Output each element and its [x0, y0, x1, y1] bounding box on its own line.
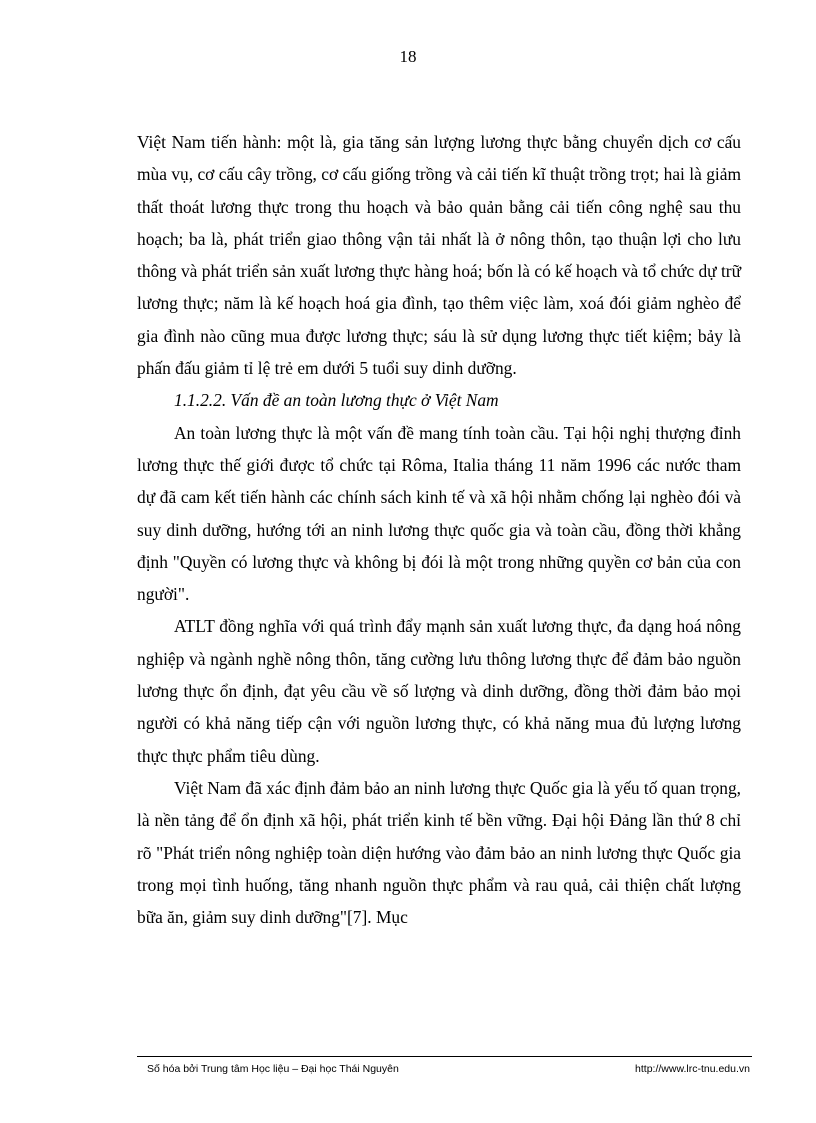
footer-url: http://www.lrc-tnu.edu.vn — [635, 1063, 750, 1075]
paragraph-continuation: Việt Nam tiến hành: một là, gia tăng sản lượng lương thực bằng chuyển dịch cơ cấu mùa vụ, cơ cấu cây trồng, cơ cấu giống trồng và cải tiến kĩ thuật trồng trọt; hai là giảm thất thoát lương thực trong thu hoạch và bảo quản bằng cải tiến công nghệ sau thu hoạch; ba là, phát triển giao thông vận tải nhất là ở nông thôn, tạo thuận lợi cho lưu thông và phát triển sản xuất lương thực hàng hoá; bốn là có kế hoạch và tổ chức dự trữ lương thực; năm là kế hoạch hoá gia đình, tạo thêm việc làm, xoá đói giảm nghèo để gia đình nào cũng mua được lương thực; sáu là sử dụng lương thực tiết kiệm; bảy là phấn đấu giảm tỉ lệ trẻ em dưới 5 tuổi suy dinh dưỡng. — [137, 132, 741, 379]
paragraph-atlt-definition: ATLT đồng nghĩa với quá trình đẩy mạnh sản xuất lương thực, đa dạng hoá nông nghiệp và ngành nghề nông thôn, tăng cường lưu thông lương thực để đảm bảo nguồn lương thực ổn định, đạt yêu cầu về số lượng và dinh dưỡng, đồng thời đảm bảo mọi người có khả năng tiếp cận với nguồn lương thực, có khả năng mua đủ lượng lương thực thực phẩm tiêu dùng. — [137, 616, 741, 766]
paragraph-vietnam-policy: Việt Nam đã xác định đảm bảo an ninh lương thực Quốc gia là yếu tố quan trọng, là nền tảng để ổn định xã hội, phát triển kinh tế bền vững. Đại hội Đảng lần thứ 8 chỉ rõ "Phát triển nông nghiệp toàn diện hướng vào đảm bảo an ninh lương thực Quốc gia trong mọi tình huống, tăng nhanh nguồn thực phẩm và rau quả, cải thiện chất lượng bữa ăn, giảm suy dinh dưỡng"[7]. Mục — [137, 777, 741, 928]
page-number: 18 — [399, 47, 417, 66]
section-heading: 1.1.2.2. Vấn đề an toàn lương thực ở Việt Nam — [174, 390, 499, 411]
footer-source: Số hóa bởi Trung tâm Học liệu – Đại học Thái Nguyên — [147, 1063, 399, 1075]
document-body — [137, 126, 741, 933]
footer-divider — [137, 1056, 752, 1057]
paragraph-food-security-global: An toàn lương thực là một vấn đề mang tính toàn cầu. Tại hội nghị thượng đỉnh lương thực thế giới được tổ chức tại Rôma, Italia tháng 11 năm 1996 các nước tham dự đã cam kết tiến hành các chính sách kinh tế và xã hội nhằm chống lại nghèo đói và suy dinh dưỡng, hướng tới an ninh lương thực quốc gia và toàn cầu, đồng thời khẳng định "Quyền có lương thực và không bị đói là một trong những quyền cơ bản của con người". — [137, 422, 741, 605]
